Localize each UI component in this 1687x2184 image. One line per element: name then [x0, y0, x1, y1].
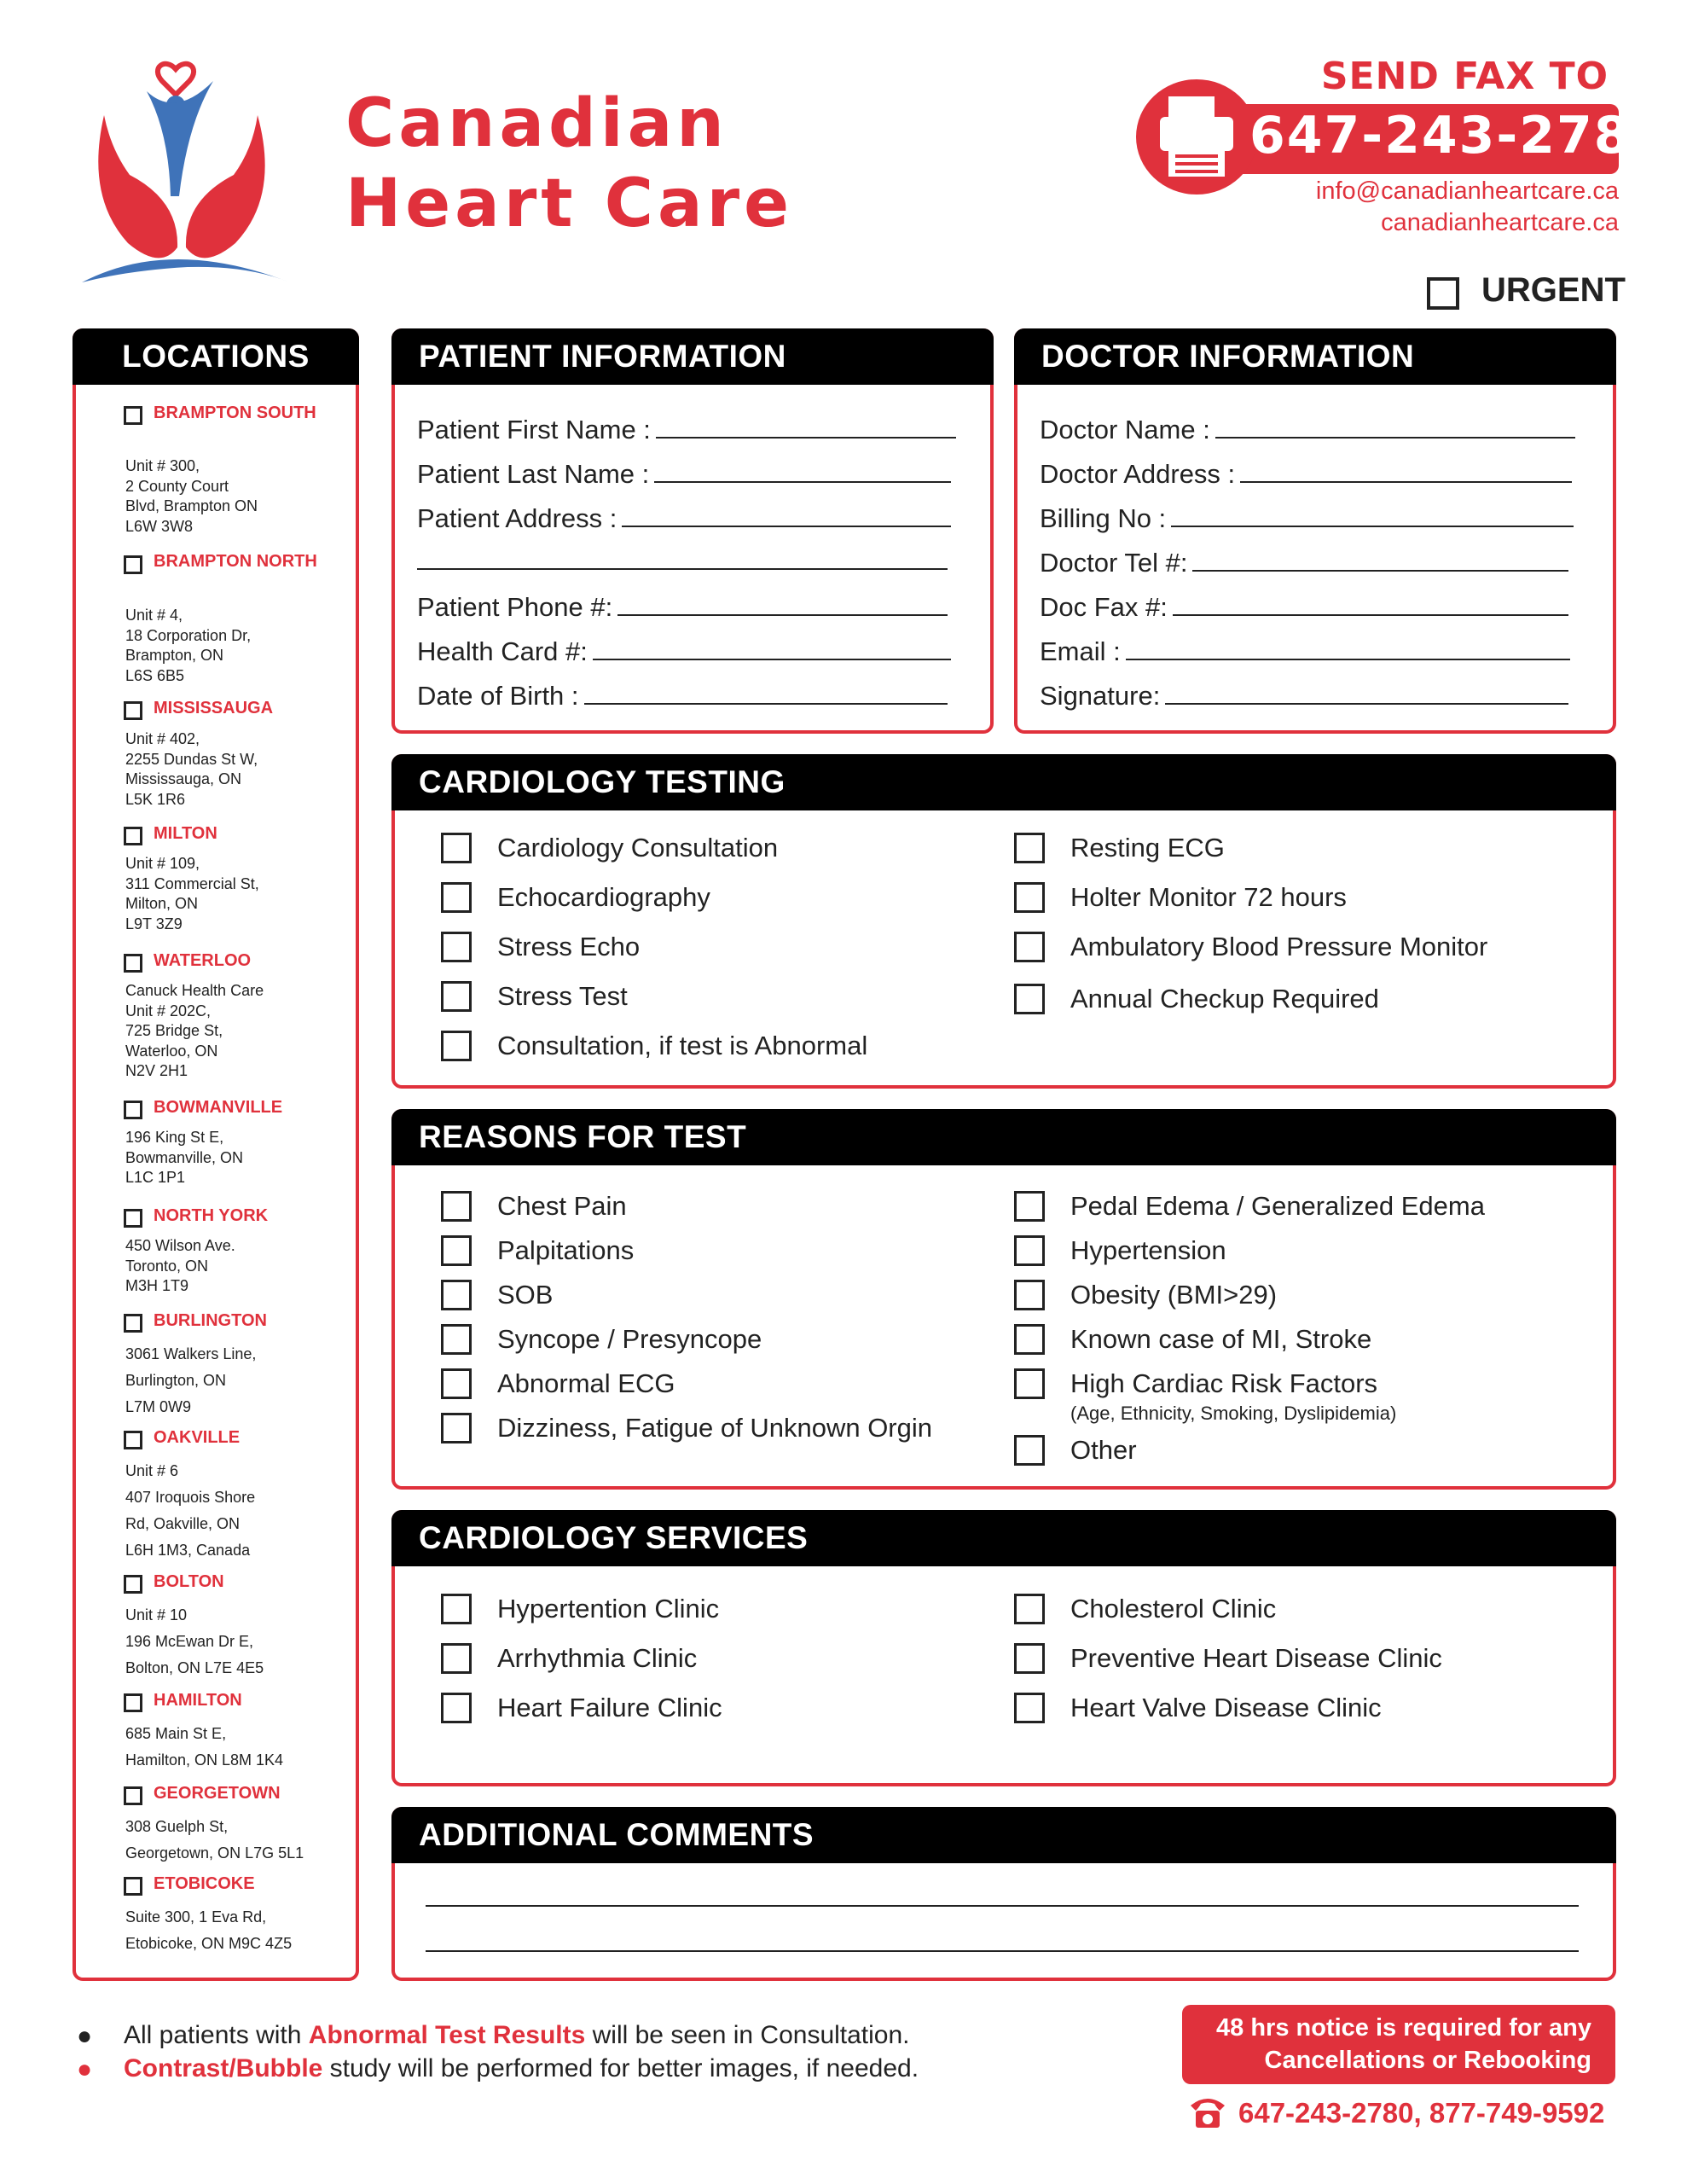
field-line[interactable]	[1171, 526, 1574, 527]
checkbox[interactable]	[441, 1235, 472, 1266]
option-high-cardiac-risk[interactable]	[1014, 1367, 1377, 1401]
website-link[interactable]: canadianheartcare.ca	[1381, 209, 1619, 236]
option-label: Resting ECG	[1070, 833, 1225, 863]
field-line[interactable]	[656, 437, 956, 439]
option-label: Consultation, if test is Abnormal	[497, 1031, 868, 1060]
patient-last-name-field[interactable]	[417, 452, 951, 490]
option-label: Hypertention Clinic	[497, 1594, 720, 1623]
checkbox[interactable]	[441, 1280, 472, 1310]
option-label: High Cardiac Risk Factors	[1070, 1368, 1378, 1398]
location-address: Canuck Health Care Unit # 202C, 725 Bridge St, Waterloo, ON N2V 2H1	[125, 982, 264, 1079]
location-checkbox[interactable]	[124, 406, 142, 425]
fax-machine-icon	[1136, 79, 1257, 195]
field-line[interactable]	[1173, 614, 1568, 616]
date-of-birth-field[interactable]	[417, 674, 948, 712]
option-label: Obesity (BMI>29)	[1070, 1280, 1278, 1310]
field-label: Patient Phone #:	[417, 592, 613, 622]
additional-comments-panel	[391, 1807, 1616, 1981]
location-name: WATERLOO	[154, 951, 252, 970]
checkbox[interactable]	[1014, 984, 1045, 1014]
location-checkbox[interactable]	[124, 1431, 142, 1449]
location-name: MILTON	[154, 824, 217, 843]
location-address: Unit # 4, 18 Corporation Dr, Brampton, ON L6S 6B5	[125, 607, 252, 684]
location-address: Unit # 109, 311 Commercial St, Milton, ON L9T 3Z9	[125, 855, 259, 932]
note-abnormal-results: All patients with Abnormal Test Results will be seen in Consultation.	[124, 2021, 910, 2049]
option-stress-echo[interactable]	[441, 930, 640, 964]
checkbox[interactable]	[1014, 1191, 1045, 1222]
urgent-label: URGENT	[1481, 271, 1626, 309]
field-label: Health Card #:	[417, 636, 588, 666]
option-hypertention-clinic[interactable]	[441, 1592, 719, 1626]
option-label: Heart Failure Clinic	[497, 1693, 722, 1722]
checkbox[interactable]	[441, 833, 472, 863]
checkbox[interactable]	[441, 1693, 472, 1723]
option-label: Known case of MI, Stroke	[1070, 1324, 1372, 1354]
field-label: Date of Birth :	[417, 681, 579, 711]
email-field[interactable]	[1040, 630, 1570, 667]
brand-line-2: Heart Care	[345, 166, 793, 242]
option-resting-ecg[interactable]	[1014, 831, 1225, 865]
additional-comments-title: ADDITIONAL COMMENTS	[391, 1807, 1616, 1863]
location-address: 685 Main St E, Hamilton, ON L8M 1K4	[125, 1725, 284, 1769]
location-checkbox[interactable]	[124, 1101, 142, 1119]
field-label: Patient Address :	[417, 503, 617, 533]
location-checkbox[interactable]	[124, 954, 142, 973]
option-label: Heart Valve Disease Clinic	[1070, 1693, 1382, 1722]
option-holter-monitor[interactable]	[1014, 880, 1347, 915]
checkbox[interactable]	[441, 1643, 472, 1674]
email-link[interactable]: info@canadianheartcare.ca	[1315, 177, 1619, 205]
signature-field[interactable]	[1040, 674, 1568, 712]
field-label: Doctor Name :	[1040, 415, 1210, 444]
bullet-icon: ●	[77, 2022, 93, 2050]
option-label: Dizziness, Fatigue of Unknown Orgin	[497, 1413, 933, 1443]
field-line[interactable]	[584, 703, 948, 705]
option-arrhythmia-clinic[interactable]	[441, 1641, 697, 1676]
location-checkbox[interactable]	[124, 1693, 142, 1712]
urgent-checkbox[interactable]	[1427, 277, 1459, 310]
fax-number: 647-243-2782	[1249, 106, 1669, 166]
brand-line-1: Canadian	[345, 85, 728, 162]
option-heart-failure-clinic[interactable]	[441, 1691, 722, 1725]
note-contrast-bubble: Contrast/Bubble study will be performed for better images, if needed.	[124, 2054, 919, 2082]
option-label: Cholesterol Clinic	[1070, 1594, 1277, 1623]
option-echocardiography[interactable]	[441, 880, 710, 915]
location-name: BURLINGTON	[154, 1311, 267, 1330]
field-line[interactable]	[1165, 703, 1568, 705]
cardiology-testing-title: CARDIOLOGY TESTING	[391, 754, 1616, 810]
option-palpitations[interactable]	[441, 1234, 634, 1268]
option-cardiology-consultation[interactable]	[441, 831, 778, 865]
location-name: ETOBICOKE	[154, 1874, 255, 1893]
field-line[interactable]	[593, 659, 951, 660]
option-hypertension[interactable]	[1014, 1234, 1226, 1268]
checkbox[interactable]	[1014, 1643, 1045, 1674]
patient-address-line-2[interactable]	[417, 568, 948, 570]
doc-fax-field[interactable]	[1040, 585, 1568, 623]
option-annual-checkup[interactable]	[1014, 982, 1379, 1016]
location-checkbox[interactable]	[124, 1877, 142, 1896]
field-label: Email :	[1040, 636, 1121, 666]
doctor-address-field[interactable]	[1040, 452, 1572, 490]
send-fax-label: SEND FAX TO	[1320, 55, 1609, 98]
checkbox[interactable]	[1014, 1435, 1045, 1466]
option-label: Other	[1070, 1435, 1137, 1465]
field-label: Billing No :	[1040, 503, 1167, 533]
checkbox[interactable]	[441, 1413, 472, 1443]
location-address: Unit # 300, 2 County Court Blvd, Brampton ON L6W 3W8	[125, 457, 258, 535]
billing-no-field[interactable]	[1040, 497, 1574, 534]
option-pedal-edema[interactable]	[1014, 1189, 1485, 1223]
option-abnormal-ecg[interactable]	[441, 1367, 675, 1401]
field-label: Doctor Tel #:	[1040, 548, 1188, 578]
checkbox[interactable]	[1014, 1280, 1045, 1310]
location-address: 308 Guelph St, Georgetown, ON L7G 5L1	[125, 1818, 304, 1862]
location-checkbox[interactable]	[124, 1314, 142, 1333]
location-name: NORTH YORK	[154, 1206, 269, 1225]
option-syncope[interactable]	[441, 1322, 762, 1356]
field-line[interactable]	[654, 481, 951, 483]
location-checkbox[interactable]	[124, 827, 142, 845]
option-dizziness-fatigue[interactable]	[441, 1411, 932, 1445]
option-label: Pedal Edema / Generalized Edema	[1070, 1191, 1485, 1221]
field-line[interactable]	[1126, 659, 1570, 660]
checkbox[interactable]	[1014, 1594, 1045, 1624]
location-checkbox[interactable]	[124, 1575, 142, 1594]
fax-icon-circle	[1136, 79, 1257, 195]
option-obesity[interactable]	[1014, 1278, 1277, 1312]
option-label: Preventive Heart Disease Clinic	[1070, 1643, 1442, 1673]
checkbox[interactable]	[1014, 833, 1045, 863]
field-line[interactable]	[622, 526, 951, 527]
field-label: Doc Fax #:	[1040, 592, 1168, 622]
cancellation-notice-badge	[1182, 2005, 1615, 2084]
bullet-icon: ●	[77, 2055, 93, 2083]
field-label: Signature:	[1040, 681, 1161, 711]
option-sob[interactable]	[441, 1278, 553, 1312]
checkbox[interactable]	[441, 1031, 472, 1061]
checkbox[interactable]	[1014, 1368, 1045, 1399]
option-label: Annual Checkup Required	[1070, 984, 1379, 1014]
location-address: 196 King St E, Bowmanville, ON L1C 1P1	[125, 1129, 244, 1186]
checkbox[interactable]	[441, 981, 472, 1012]
notice-line-2: Cancellations or Rebooking	[1264, 2047, 1591, 2074]
checkbox[interactable]	[1014, 1324, 1045, 1355]
patient-information-title: PATIENT INFORMATION	[391, 328, 994, 385]
option-preventive-heart-clinic[interactable]	[1014, 1641, 1442, 1676]
checkbox[interactable]	[441, 932, 472, 962]
comment-line-2[interactable]	[426, 1950, 1579, 1952]
heart-care-logo-icon	[77, 47, 299, 290]
location-name: MISSISSAUGA	[154, 699, 274, 717]
location-address: 450 Wilson Ave. Toronto, ON M3H 1T9	[125, 1237, 235, 1294]
location-name: BOWMANVILLE	[154, 1098, 283, 1117]
option-label: Chest Pain	[497, 1191, 627, 1221]
location-address: Unit # 10 196 McEwan Dr E, Bolton, ON L7E 4E5	[125, 1606, 264, 1676]
doctor-tel-field[interactable]	[1040, 541, 1568, 578]
option-label: Holter Monitor 72 hours	[1070, 882, 1347, 912]
doctor-information-title: DOCTOR INFORMATION	[1014, 328, 1616, 385]
option-label: Cardiology Consultation	[497, 833, 779, 863]
option-label: Arrhythmia Clinic	[497, 1643, 698, 1673]
location-address: Unit # 6 407 Iroquois Shore Rd, Oakville, ON L6H 1M3, Canada	[125, 1462, 256, 1559]
location-address: Unit # 402, 2255 Dundas St W, Mississauga, ON L5K 1R6	[125, 730, 258, 808]
option-label: Palpitations	[497, 1235, 635, 1265]
notice-line-1: 48 hrs notice is required for any	[1216, 2014, 1591, 2042]
patient-phone-field[interactable]	[417, 585, 948, 623]
location-name: GEORGETOWN	[154, 1784, 281, 1803]
location-checkbox[interactable]	[124, 1209, 142, 1228]
option-label: Stress Test	[497, 981, 628, 1011]
option-ambulatory-bp-monitor[interactable]	[1014, 930, 1487, 964]
option-consultation-if-abnormal[interactable]	[441, 1029, 867, 1063]
option-stress-test[interactable]	[441, 979, 628, 1014]
phone-icon	[1187, 2094, 1228, 2131]
checkbox[interactable]	[1014, 932, 1045, 962]
option-cholesterol-clinic[interactable]	[1014, 1592, 1276, 1626]
location-address: Suite 300, 1 Eva Rd, Etobicoke, ON M9C 4Z5	[125, 1908, 293, 1952]
option-label: Ambulatory Blood Pressure Monitor	[1070, 932, 1488, 961]
checkbox[interactable]	[441, 1324, 472, 1355]
location-name: BRAMPTON SOUTH	[154, 404, 316, 422]
option-known-mi-stroke[interactable]	[1014, 1322, 1371, 1356]
option-label: SOB	[497, 1280, 554, 1310]
field-line[interactable]	[1240, 481, 1572, 483]
field-label: Doctor Address :	[1040, 459, 1236, 489]
field-line[interactable]	[617, 614, 948, 616]
checkbox[interactable]	[1014, 882, 1045, 913]
option-label: Abnormal ECG	[497, 1368, 675, 1398]
checkbox[interactable]	[1014, 1235, 1045, 1266]
checkbox[interactable]	[441, 882, 472, 913]
comment-line-1[interactable]	[426, 1905, 1579, 1907]
location-name: HAMILTON	[154, 1691, 242, 1710]
option-other[interactable]	[1014, 1433, 1137, 1467]
location-name: BOLTON	[154, 1572, 224, 1591]
field-line[interactable]	[1215, 437, 1575, 439]
field-label: Patient Last Name :	[417, 459, 650, 489]
checkbox[interactable]	[441, 1368, 472, 1399]
locations-title: LOCATIONS	[72, 328, 359, 385]
location-name: BRAMPTON NORTH	[154, 552, 317, 571]
reasons-for-test-title: REASONS FOR TEST	[391, 1109, 1616, 1165]
location-checkbox[interactable]	[124, 555, 142, 574]
contact-phone-numbers[interactable]: 647-243-2780, 877-749-9592	[1238, 2097, 1605, 2129]
option-label: Echocardiography	[497, 882, 710, 912]
logo	[77, 47, 299, 290]
option-label: Hypertension	[1070, 1235, 1226, 1265]
location-checkbox[interactable]	[124, 1786, 142, 1805]
option-label: Syncope / Presyncope	[497, 1324, 762, 1354]
location-name: OAKVILLE	[154, 1428, 241, 1447]
checkbox[interactable]	[441, 1594, 472, 1624]
doctor-name-field[interactable]	[1040, 408, 1575, 445]
brand-name	[345, 84, 793, 244]
checkbox[interactable]	[1014, 1693, 1045, 1723]
option-chest-pain[interactable]	[441, 1189, 627, 1223]
field-line[interactable]	[1192, 570, 1568, 572]
field-label: Patient First Name :	[417, 415, 651, 444]
option-heart-valve-clinic[interactable]	[1014, 1691, 1382, 1725]
patient-address-field[interactable]	[417, 497, 951, 534]
patient-first-name-field[interactable]	[417, 408, 956, 445]
risk-factors-note: (Age, Ethnicity, Smoking, Dyslipidemia)	[1070, 1403, 1397, 1424]
option-label: Stress Echo	[497, 932, 641, 961]
location-checkbox[interactable]	[124, 701, 142, 720]
health-card-field[interactable]	[417, 630, 951, 667]
cardiology-services-title: CARDIOLOGY SERVICES	[391, 1510, 1616, 1566]
location-address: 3061 Walkers Line, Burlington, ON L7M 0W9	[125, 1345, 257, 1415]
checkbox[interactable]	[441, 1191, 472, 1222]
